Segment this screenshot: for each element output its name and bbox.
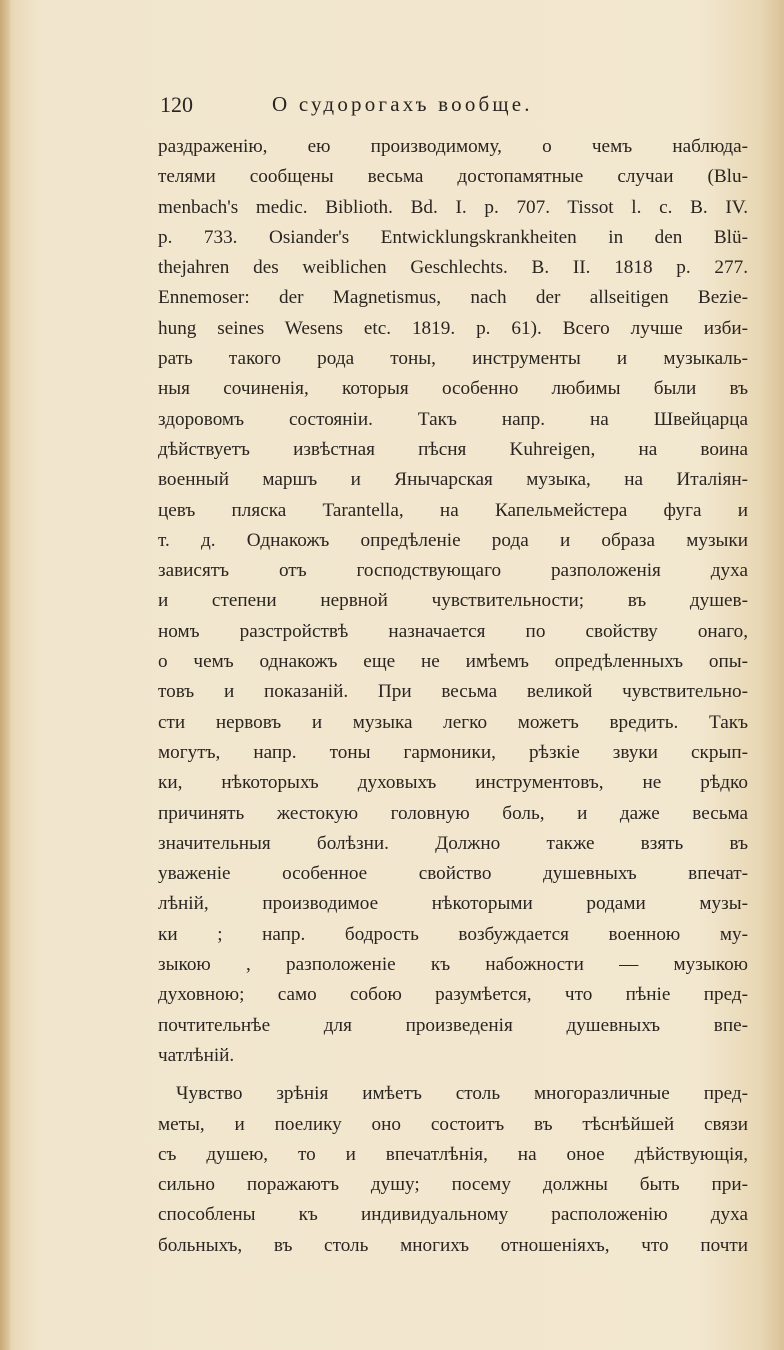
body-text [158,132,748,1261]
text-line: и степени нервной чувствительности; въ душев- [158,590,748,612]
text-line: меты, и поелику оно состоитъ въ тѣснѣйшей связи [158,1113,748,1135]
page-header [160,92,750,128]
text-line: зависятъ отъ господствующаго разположенія духа [158,560,748,582]
text-line: чатлѣній. [158,1044,235,1066]
text-line: ки, нѣкоторыхъ духовыхъ инструментовъ, не рѣдко [158,772,748,794]
text-line: menbach's medic. Biblioth. Bd. I. p. 707. Tissot l. c. B. IV. [158,196,748,218]
text-line: способлены къ индивидуальному расположенію духа [158,1204,748,1226]
paragraph-2 [158,1079,748,1261]
text-line: здоровомъ состояніи. Такъ напр. на Швейцарца [158,408,748,430]
text-line: номъ разстройствѣ назначается по свойству онаго, [158,620,748,642]
text-line: духовною; само собою разумѣется, что пѣніе пред- [158,984,748,1006]
text-line: о чемъ однакожъ еще не имѣемъ опредѣленныхъ опы- [158,651,748,673]
text-line: съ душею, то и впечатлѣнія, на оное дѣйствующія, [158,1143,748,1165]
text-line: раздраженію, ею производимому, о чемъ наблюда- [158,136,748,157]
text-line: hung seines Wesens etc. 1819. p. 61). Всего лучше изби- [158,317,748,339]
text-line: зыкою , разположеніе къ набожности — музыкою [158,954,748,976]
text-line: почтительнѣе для произведенія душевныхъ впе- [158,1014,748,1036]
text-line: лѣній, производимое нѣкоторыми родами музы- [158,893,748,915]
text-line: ныя сочиненія, которыя особенно любимы были въ [158,378,748,400]
text-line: thejahren des weiblichen Geschlechts. B. II. 1818 p. 277. [158,257,748,279]
text-line: рать такого рода тоны, инструменты и музыкаль- [158,348,748,370]
text-line: Чувство зрѣнія имѣетъ столь многоразличные пред- [176,1083,748,1105]
text-line: цевъ пляска Tarantella, на Капельмейстера фуга и [158,499,748,521]
paragraph-gap [158,1071,748,1079]
text-line: значительныя болѣзни. Должно также взять въ [158,832,748,854]
text-line: ки ; напр. бодрость возбуждается военною му- [158,923,748,945]
page-edge [0,0,10,1350]
text-line: дѣйствуетъ извѣстная пѣсня Kuhreigen, на воина [158,438,748,460]
text-line: телями сообщены весьма достопамятные случаи (Blu- [158,166,748,188]
text-line: Ennemoser: der Magnetismus, nach der allseitigen Bezie- [158,287,748,309]
text-line: уваженіе особенное свойство душевныхъ впечат- [158,863,748,885]
text-line: товъ и показаній. При весьма великой чувствительно- [158,681,748,703]
text-line: военный маршъ и Янычарская музыка, на Италiян- [158,469,748,491]
running-title: О судорогахъ вообще. [272,92,533,116]
text-line: p. 733. Osiander's Entwicklungskrankheiten in den Blü- [158,226,748,248]
text-line: сильно поражаютъ душу; посему должны быть при- [158,1174,748,1196]
text-line: могутъ, напр. тоны гармоники, рѣзкіе звуки скрып- [158,741,748,763]
text-line: причинять жестокую головную боль, и даже весьма [158,802,748,824]
text-line: сти нервовъ и музыка легко можетъ вредить. Такъ [158,711,748,733]
text-line: т. д. Однакожъ опредѣленіе рода и образа музыки [158,529,748,551]
page-number: 120 [160,92,193,117]
paragraph-1 [158,132,748,1071]
text-line: больныхъ, въ столь многихъ отношеніяхъ, что почти [158,1234,748,1256]
